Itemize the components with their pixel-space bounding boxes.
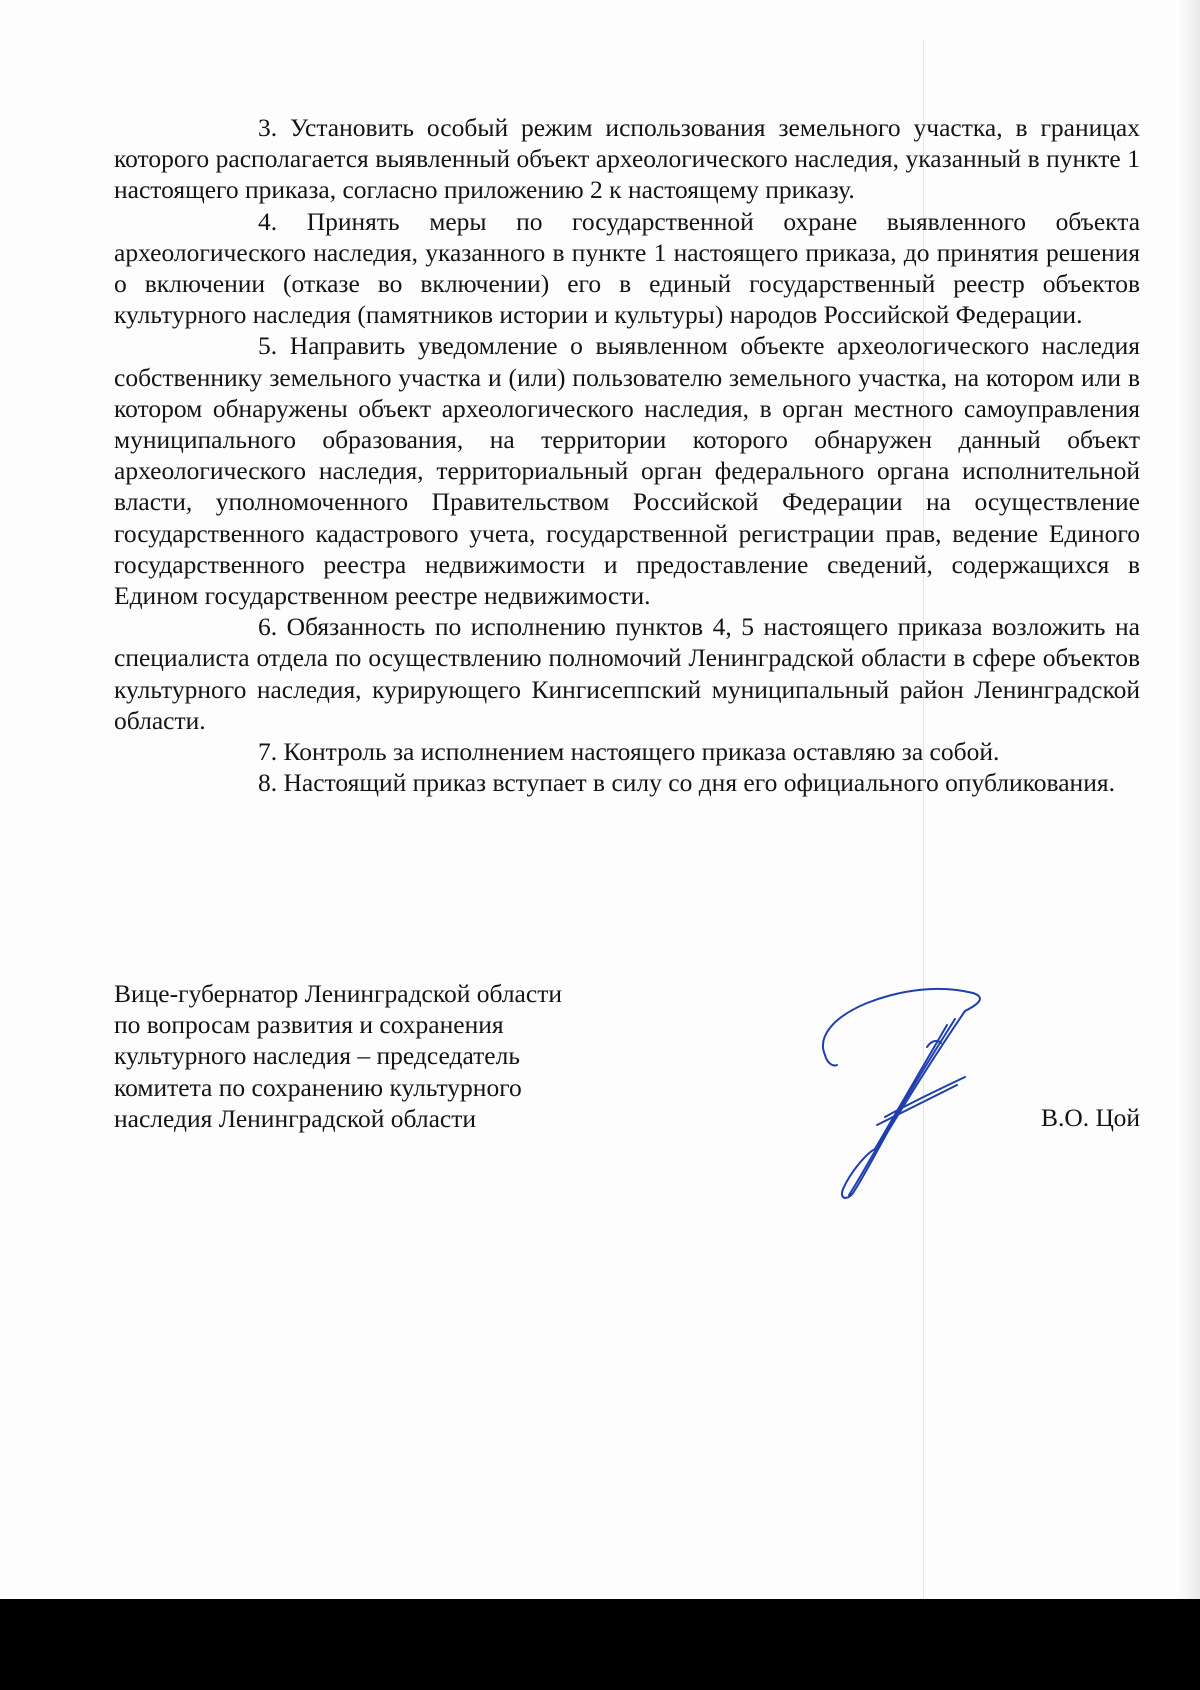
paragraph-text: Принять меры по государственной охране выявленного объекта археологического наследия, указанного в пункте 1 настоящего приказа, до принятия решения о включении (отказе во включении) его в единый государственный реестр объектов культурного наследия (памятников истории и культуры) народов Российской Федерации. — [114, 206, 1141, 330]
paragraph-number: 7. — [258, 737, 278, 767]
paragraph-text: Направить уведомление о выявленном объекте археологического наследия собственнику земельного участка и (или) пользователю земельного участка, на котором или в котором обнаружены объект археологического наследия, в орган местного самоуправления муниципального образования, на территории которого обнаружен данный объект археологического наследия, территориальный орган федерального органа исполнительной власти, уполномоченного Правительством Российской Федерации на осуществление государственного кадастрового учета, государственной регистрации прав, ведение Единого государственного реестра недвижимости и предоставление сведений, содержащихся в Едином государственном реестре недвижимости. — [114, 331, 1141, 611]
signatory-title — [114, 978, 634, 1134]
signatory-title-line: по вопросам развития и сохранения — [114, 1010, 504, 1040]
handwritten-signature — [815, 985, 995, 1205]
paragraph-4 — [114, 206, 1140, 331]
signatory-title-line: наследия Ленинградской области — [114, 1103, 477, 1133]
scan-edge-shadow — [1178, 0, 1200, 1600]
paragraph-3 — [114, 112, 1140, 206]
paragraph-text: Обязанность по исполнению пунктов 4, 5 настоящего приказа возложить на специалиста отдела по осуществлению полномочий Ленинградской области в сфере объектов культурного наследия, курирующего Кингисеппский муниципальный район Ленинградской области. — [114, 612, 1140, 735]
signatory-title-line: комитета по сохранению культурного — [114, 1072, 522, 1102]
signatory-title-line: Вице-губернатор Ленинградской области — [114, 979, 562, 1008]
paragraph-number: 8. — [258, 768, 278, 798]
paragraph-6 — [114, 611, 1140, 736]
paragraph-text: Установить особый режим использования земельного участка, в границах которого располагается выявленный объект археологического наследия, указанный в пункте 1 настоящего приказа, согласно приложению 2 к настоящему приказу. — [114, 113, 1140, 205]
signatory-title-line: культурного наследия – председатель — [114, 1041, 520, 1071]
paragraph-number: 3. — [258, 113, 278, 142]
paragraph-number: 6. — [258, 612, 278, 642]
paragraph-5 — [114, 330, 1140, 611]
paragraph-number: 4. — [258, 206, 278, 236]
signatory-name: В.О. Цой — [1040, 1103, 1140, 1132]
paragraph-text: Контроль за исполнением настоящего приказа оставляю за собой. — [283, 737, 1000, 767]
paragraph-text: Настоящий приказ вступает в силу со дня его официального опубликования. — [283, 768, 1115, 798]
order-body — [114, 112, 1140, 798]
paragraph-8 — [114, 767, 1140, 798]
scan-bottom-border — [0, 1599, 1200, 1690]
paragraph-7 — [114, 736, 1140, 767]
paragraph-number: 5. — [258, 331, 278, 361]
